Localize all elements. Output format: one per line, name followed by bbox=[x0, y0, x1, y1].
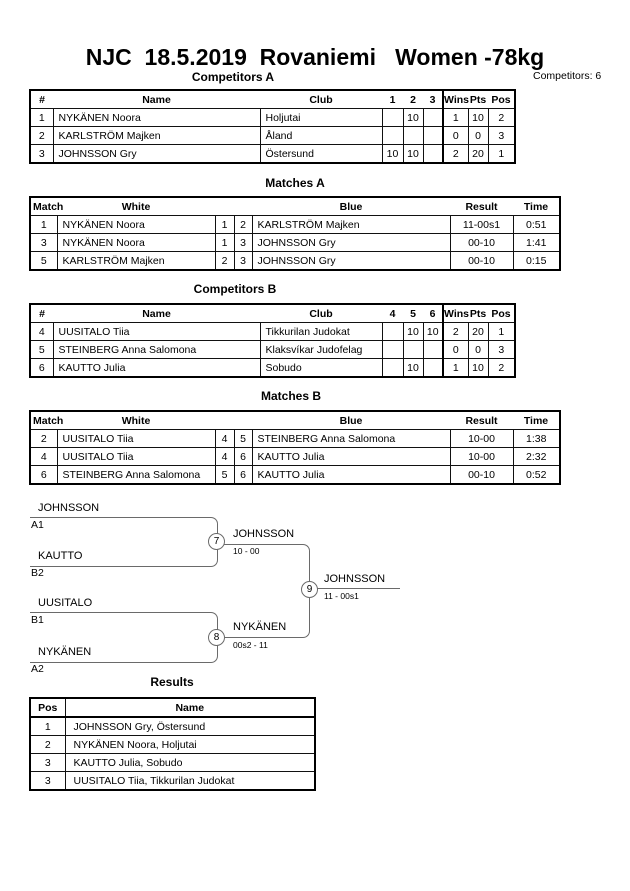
col-header-bnum bbox=[234, 197, 252, 216]
col-header-match: Match bbox=[30, 197, 57, 216]
cell-time: 0:51 bbox=[513, 216, 560, 234]
cell-pts: 0 bbox=[468, 127, 488, 145]
cell-blue: KAUTTO Julia bbox=[252, 466, 450, 485]
table-row bbox=[30, 127, 515, 145]
match-number-circle: 9 bbox=[301, 581, 318, 598]
table-row bbox=[30, 430, 560, 448]
header-row bbox=[30, 197, 560, 216]
cell-name: JOHNSSON Gry bbox=[53, 145, 260, 164]
col-header-num: # bbox=[30, 90, 53, 109]
cell-wnum: 1 bbox=[215, 234, 234, 252]
cell-result: 00-10 bbox=[450, 252, 513, 271]
cell-result: 11-00s1 bbox=[450, 216, 513, 234]
table-row bbox=[30, 234, 560, 252]
cell-blue: JOHNSSON Gry bbox=[252, 252, 450, 271]
cell-wins: 1 bbox=[443, 359, 468, 378]
cell-score-5 bbox=[403, 341, 423, 359]
bracket-line bbox=[317, 588, 400, 589]
col-header-6: 6 bbox=[423, 304, 443, 323]
section-title-results: Results bbox=[150, 675, 194, 689]
table-row bbox=[30, 323, 515, 341]
col-header-match: Match bbox=[30, 411, 57, 430]
cell-match: 6 bbox=[30, 466, 57, 485]
col-header-blue: Blue bbox=[252, 197, 450, 216]
col-header-name: Name bbox=[65, 698, 315, 717]
bracket-winner-name: NYKÄNEN bbox=[233, 621, 287, 633]
cell-name: KAUTTO Julia, Sobudo bbox=[65, 754, 315, 772]
cell-num: 5 bbox=[30, 341, 53, 359]
cell-pts: 10 bbox=[468, 109, 488, 127]
cell-num: 6 bbox=[30, 359, 53, 378]
cell-white: NYKÄNEN Noora bbox=[57, 216, 215, 234]
cell-pos: 2 bbox=[30, 736, 65, 754]
cell-pos: 3 bbox=[488, 341, 515, 359]
col-header-pts: Pts bbox=[468, 304, 488, 323]
cell-name: NYKÄNEN Noora bbox=[53, 109, 260, 127]
cell-white: UUSITALO Tiia bbox=[57, 430, 215, 448]
cell-num: 2 bbox=[30, 127, 53, 145]
cell-pos: 2 bbox=[488, 359, 515, 378]
cell-score-3 bbox=[423, 127, 443, 145]
matches-a-table bbox=[29, 196, 561, 271]
cell-pos: 3 bbox=[30, 754, 65, 772]
cell-club: Åland bbox=[260, 127, 382, 145]
col-header-wnum bbox=[215, 197, 234, 216]
bracket-seed-label: A2 bbox=[31, 663, 44, 675]
table-row bbox=[30, 466, 560, 485]
cell-white: UUSITALO Tiia bbox=[57, 448, 215, 466]
bracket-player-name: NYKÄNEN bbox=[38, 646, 92, 658]
table-row bbox=[30, 252, 560, 271]
matches-b-table bbox=[29, 410, 561, 485]
col-header-white: White bbox=[57, 197, 215, 216]
bracket-winner-name: JOHNSSON bbox=[233, 528, 295, 540]
col-header-white: White bbox=[57, 411, 215, 430]
col-header-num: # bbox=[30, 304, 53, 323]
cell-time: 1:38 bbox=[513, 430, 560, 448]
col-header-pos: Pos bbox=[488, 90, 515, 109]
cell-result: 10-00 bbox=[450, 448, 513, 466]
bracket-player-name: UUSITALO bbox=[38, 597, 93, 609]
cell-num: 3 bbox=[30, 145, 53, 164]
cell-wnum: 4 bbox=[215, 430, 234, 448]
col-header-3: 3 bbox=[423, 90, 443, 109]
cell-club: Tikkurilan Judokat bbox=[260, 323, 382, 341]
cell-num: 1 bbox=[30, 109, 53, 127]
cell-result: 00-10 bbox=[450, 234, 513, 252]
cell-pos: 1 bbox=[30, 717, 65, 736]
col-header-wnum bbox=[215, 411, 234, 430]
competitors-b-table bbox=[29, 303, 516, 378]
cell-match: 3 bbox=[30, 234, 57, 252]
cell-bnum: 2 bbox=[234, 216, 252, 234]
col-header-club: Club bbox=[260, 90, 382, 109]
cell-score-3 bbox=[423, 145, 443, 164]
cell-pts: 20 bbox=[468, 323, 488, 341]
cell-club: Holjutai bbox=[260, 109, 382, 127]
table-row bbox=[30, 216, 560, 234]
cell-blue: KARLSTRÖM Majken bbox=[252, 216, 450, 234]
cell-score-4 bbox=[382, 341, 403, 359]
competitors-count-label: Competitors: 6 bbox=[533, 70, 602, 82]
section-title-competitors-a: Competitors A bbox=[191, 70, 275, 84]
cell-bnum: 3 bbox=[234, 252, 252, 271]
match-number-circle: 7 bbox=[208, 533, 225, 550]
cell-pos: 3 bbox=[30, 772, 65, 791]
col-header-wins: Wins bbox=[443, 304, 468, 323]
section-title-competitors-b: Competitors B bbox=[193, 282, 277, 296]
cell-pts: 10 bbox=[468, 359, 488, 378]
table-row bbox=[30, 772, 315, 791]
col-header-wins: Wins bbox=[443, 90, 468, 109]
cell-pts: 20 bbox=[468, 145, 488, 164]
col-header-name: Name bbox=[53, 90, 260, 109]
cell-blue: STEINBERG Anna Salomona bbox=[252, 430, 450, 448]
col-header-pos: Pos bbox=[30, 698, 65, 717]
cell-result: 00-10 bbox=[450, 466, 513, 485]
cell-name: KAUTTO Julia bbox=[53, 359, 260, 378]
table-row bbox=[30, 359, 515, 378]
cell-blue: KAUTTO Julia bbox=[252, 448, 450, 466]
cell-score-2 bbox=[403, 127, 423, 145]
cell-white: STEINBERG Anna Salomona bbox=[57, 466, 215, 485]
cell-time: 1:41 bbox=[513, 234, 560, 252]
col-header-pts: Pts bbox=[468, 90, 488, 109]
cell-wnum: 5 bbox=[215, 466, 234, 485]
bracket-score: 11 - 00s1 bbox=[324, 591, 359, 601]
cell-white: NYKÄNEN Noora bbox=[57, 234, 215, 252]
cell-name: UUSITALO Tiia bbox=[53, 323, 260, 341]
col-header-pos: Pos bbox=[488, 304, 515, 323]
cell-result: 10-00 bbox=[450, 430, 513, 448]
cell-wnum: 4 bbox=[215, 448, 234, 466]
cell-score-3 bbox=[423, 109, 443, 127]
bracket-seed-label: B2 bbox=[31, 567, 44, 579]
col-header-result: Result bbox=[450, 197, 513, 216]
col-header-bnum bbox=[234, 411, 252, 430]
cell-name: JOHNSSON Gry, Östersund bbox=[65, 717, 315, 736]
cell-score-1 bbox=[382, 127, 403, 145]
cell-white: KARLSTRÖM Majken bbox=[57, 252, 215, 271]
table-row bbox=[30, 717, 315, 736]
cell-blue: JOHNSSON Gry bbox=[252, 234, 450, 252]
cell-wnum: 2 bbox=[215, 252, 234, 271]
match-number-circle: 8 bbox=[208, 629, 225, 646]
cell-name: KARLSTRÖM Majken bbox=[53, 127, 260, 145]
bracket-seed-label: A1 bbox=[31, 519, 44, 531]
cell-time: 0:52 bbox=[513, 466, 560, 485]
cell-match: 2 bbox=[30, 430, 57, 448]
col-header-club: Club bbox=[260, 304, 382, 323]
cell-wnum: 1 bbox=[215, 216, 234, 234]
cell-match: 5 bbox=[30, 252, 57, 271]
cell-time: 0:15 bbox=[513, 252, 560, 271]
table-row bbox=[30, 754, 315, 772]
cell-pts: 0 bbox=[468, 341, 488, 359]
cell-match: 1 bbox=[30, 216, 57, 234]
cell-pos: 3 bbox=[488, 127, 515, 145]
col-header-1: 1 bbox=[382, 90, 403, 109]
col-header-time: Time bbox=[513, 411, 560, 430]
cell-bnum: 6 bbox=[234, 448, 252, 466]
cell-wins: 2 bbox=[443, 145, 468, 164]
cell-time: 2:32 bbox=[513, 448, 560, 466]
bracket-player-name: JOHNSSON bbox=[38, 502, 100, 514]
table-row bbox=[30, 736, 315, 754]
col-header-name: Name bbox=[53, 304, 260, 323]
cell-wins: 0 bbox=[443, 127, 468, 145]
cell-score-6 bbox=[423, 341, 443, 359]
cell-club: Sobudo bbox=[260, 359, 382, 378]
cell-score-4 bbox=[382, 323, 403, 341]
table-row bbox=[30, 448, 560, 466]
col-header-4: 4 bbox=[382, 304, 403, 323]
bracket-player-name: KAUTTO bbox=[38, 550, 83, 562]
cell-wins: 0 bbox=[443, 341, 468, 359]
table-row bbox=[30, 109, 515, 127]
col-header-5: 5 bbox=[403, 304, 423, 323]
col-header-time: Time bbox=[513, 197, 560, 216]
cell-bnum: 5 bbox=[234, 430, 252, 448]
header-row bbox=[30, 304, 515, 323]
cell-bnum: 6 bbox=[234, 466, 252, 485]
bracket-winner-name: JOHNSSON bbox=[324, 573, 386, 585]
col-header-2: 2 bbox=[403, 90, 423, 109]
cell-wins: 1 bbox=[443, 109, 468, 127]
header-row bbox=[30, 90, 515, 109]
bracket-seed-label: B1 bbox=[31, 614, 44, 626]
cell-score-5: 10 bbox=[403, 323, 423, 341]
cell-club: Klaksvíkar Judofelag bbox=[260, 341, 382, 359]
cell-score-1: 10 bbox=[382, 145, 403, 164]
cell-pos: 1 bbox=[488, 145, 515, 164]
cell-score-2: 10 bbox=[403, 145, 423, 164]
cell-pos: 2 bbox=[488, 109, 515, 127]
cell-score-4 bbox=[382, 359, 403, 378]
results-table bbox=[29, 697, 316, 791]
cell-wins: 2 bbox=[443, 323, 468, 341]
cell-club: Östersund bbox=[260, 145, 382, 164]
table-row bbox=[30, 145, 515, 164]
header-row bbox=[30, 411, 560, 430]
cell-score-2: 10 bbox=[403, 109, 423, 127]
col-header-result: Result bbox=[450, 411, 513, 430]
cell-match: 4 bbox=[30, 448, 57, 466]
cell-pos: 1 bbox=[488, 323, 515, 341]
cell-name: NYKÄNEN Noora, Holjutai bbox=[65, 736, 315, 754]
cell-score-6 bbox=[423, 359, 443, 378]
cell-num: 4 bbox=[30, 323, 53, 341]
cell-score-1 bbox=[382, 109, 403, 127]
bracket-score: 00s2 - 11 bbox=[233, 640, 268, 650]
page-title: NJC 18.5.2019 Rovaniemi Women -78kg bbox=[85, 44, 545, 70]
cell-bnum: 3 bbox=[234, 234, 252, 252]
cell-score-5: 10 bbox=[403, 359, 423, 378]
bracket-score: 10 - 00 bbox=[233, 546, 260, 556]
cell-name: UUSITALO Tiia, Tikkurilan Judokat bbox=[65, 772, 315, 791]
cell-score-6: 10 bbox=[423, 323, 443, 341]
table-row bbox=[30, 341, 515, 359]
competitors-a-table bbox=[29, 89, 516, 164]
cell-name: STEINBERG Anna Salomona bbox=[53, 341, 260, 359]
header-row bbox=[30, 698, 315, 717]
section-title-matches-b: Matches B bbox=[260, 389, 322, 403]
col-header-blue: Blue bbox=[252, 411, 450, 430]
section-title-matches-a: Matches A bbox=[265, 176, 325, 190]
